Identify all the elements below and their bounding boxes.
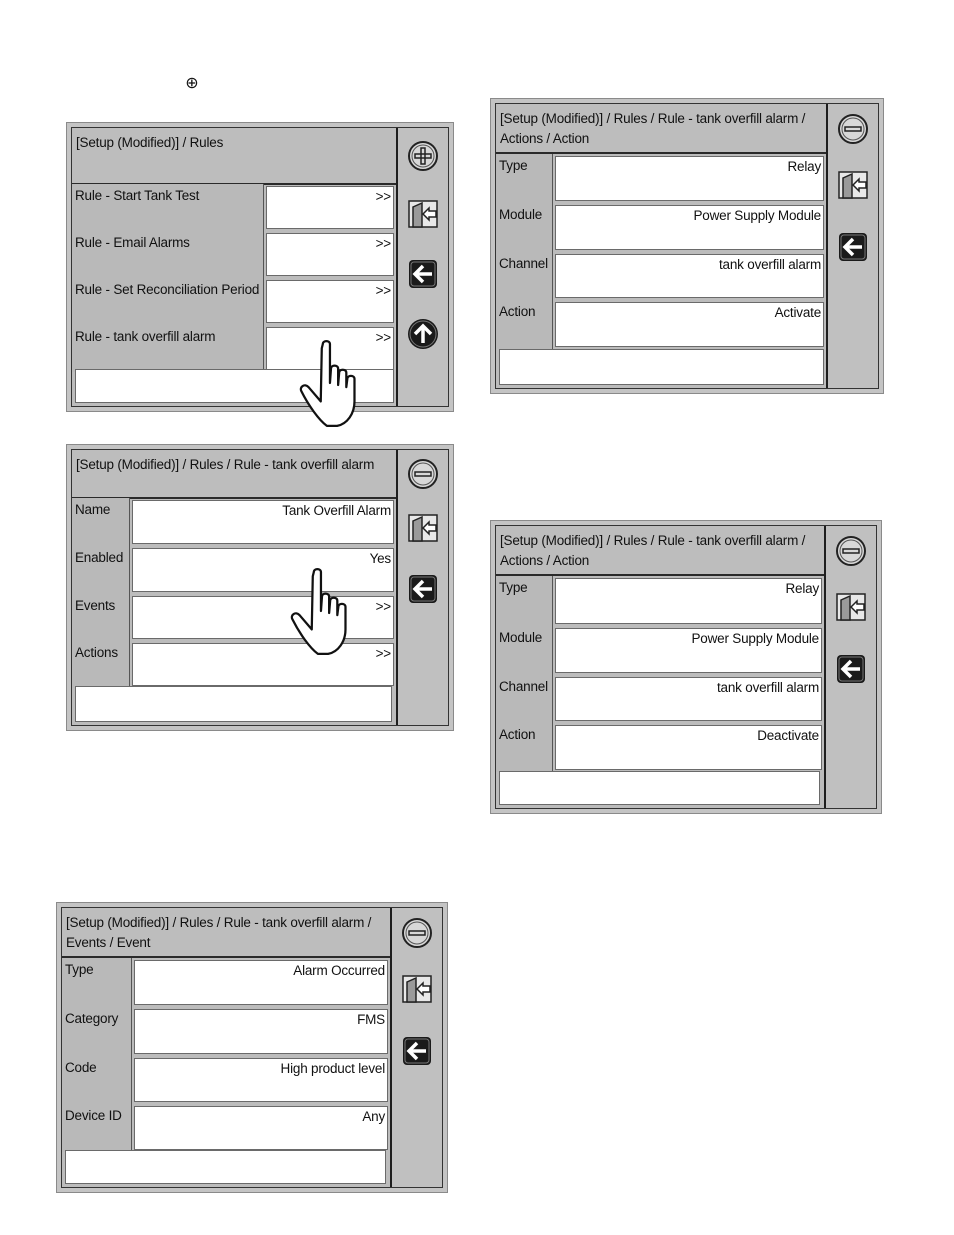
action-activate-content bbox=[496, 104, 826, 388]
page-title bbox=[496, 104, 826, 154]
up-button[interactable] bbox=[398, 304, 448, 365]
blank-button bbox=[392, 1142, 442, 1187]
field-value[interactable]: Power Supply Module bbox=[555, 205, 824, 250]
back-button[interactable] bbox=[398, 244, 448, 305]
action-activate-screen bbox=[495, 103, 879, 389]
breadcrumb: [Setup (Modified)] / Rules / Rule - tank overfill alarm / bbox=[500, 533, 806, 548]
blank-button bbox=[392, 1082, 442, 1143]
rules-screen bbox=[71, 127, 449, 407]
list-item[interactable] bbox=[496, 576, 824, 626]
blank-button bbox=[826, 762, 876, 808]
field-label: Actions bbox=[72, 641, 130, 688]
empty-row bbox=[499, 771, 820, 805]
field-label: Type bbox=[62, 958, 132, 1007]
list-item-open[interactable]: >> bbox=[266, 233, 394, 276]
field-value[interactable]: Deactivate bbox=[555, 725, 822, 770]
side-toolbar bbox=[390, 908, 442, 1187]
list-item[interactable] bbox=[496, 675, 824, 723]
list-item[interactable] bbox=[62, 958, 390, 1007]
empty-row bbox=[75, 686, 392, 722]
field-value[interactable]: tank overfill alarm bbox=[555, 677, 822, 721]
exit-button[interactable] bbox=[398, 184, 448, 245]
back-arrow-icon bbox=[836, 230, 870, 264]
remove-button[interactable] bbox=[398, 450, 448, 499]
pointing-hand-icon bbox=[287, 566, 359, 658]
field-value[interactable]: Yes bbox=[132, 548, 394, 592]
list-item-label: Rule - Set Reconciliation Period bbox=[72, 278, 264, 325]
remove-button[interactable] bbox=[828, 104, 878, 155]
field-label: Category bbox=[62, 1007, 132, 1056]
minus-circle-icon bbox=[400, 916, 434, 950]
exit-door-icon bbox=[836, 168, 870, 202]
blank-button bbox=[826, 700, 876, 763]
page-title bbox=[72, 450, 396, 499]
field-label: Channel bbox=[496, 675, 553, 723]
breadcrumb: [Setup (Modified)] / Rules / Rule - tank overfill alarm / bbox=[66, 915, 372, 930]
list-item[interactable] bbox=[62, 1056, 390, 1104]
list-item[interactable] bbox=[496, 203, 826, 252]
back-arrow-icon bbox=[400, 1034, 434, 1068]
side-toolbar bbox=[396, 450, 448, 725]
field-label: Action bbox=[496, 723, 553, 772]
breadcrumb: [Setup (Modified)] / Rules bbox=[76, 135, 224, 150]
rules-panel bbox=[66, 122, 454, 412]
blank-button bbox=[398, 364, 448, 406]
back-button[interactable] bbox=[826, 638, 876, 701]
list-item[interactable] bbox=[72, 278, 396, 325]
list-item[interactable] bbox=[62, 1104, 390, 1152]
back-arrow-icon bbox=[406, 572, 440, 606]
field-label: Enabled bbox=[72, 546, 130, 594]
list-item-open[interactable]: >> bbox=[266, 327, 394, 370]
list-item-open[interactable]: >> bbox=[266, 186, 394, 229]
side-toolbar bbox=[824, 526, 876, 808]
field-value[interactable]: Alarm Occurred bbox=[134, 960, 388, 1005]
back-button[interactable] bbox=[828, 216, 878, 279]
back-button[interactable] bbox=[398, 558, 448, 621]
list-item-label: Rule - Start Tank Test bbox=[72, 184, 264, 231]
list-item[interactable] bbox=[72, 498, 396, 546]
back-arrow-icon bbox=[834, 652, 868, 686]
remove-button[interactable] bbox=[826, 526, 876, 577]
field-value[interactable]: Power Supply Module bbox=[555, 628, 822, 673]
field-value[interactable]: Relay bbox=[555, 156, 824, 201]
up-arrow-icon bbox=[406, 317, 440, 351]
breadcrumb-line2: Events / Event bbox=[66, 935, 151, 950]
field-value[interactable]: Relay bbox=[555, 578, 822, 624]
minus-circle-icon bbox=[406, 457, 440, 491]
rule-detail-panel bbox=[66, 444, 454, 731]
field-label: Code bbox=[62, 1056, 132, 1104]
crosshair-icon: ⊕ bbox=[185, 73, 199, 92]
list-item[interactable] bbox=[72, 231, 396, 278]
list-item[interactable] bbox=[496, 626, 824, 675]
exit-button[interactable] bbox=[826, 576, 876, 639]
breadcrumb: [Setup (Modified)] / Rules / Rule - tank overfill alarm bbox=[76, 457, 375, 472]
action-deactivate-screen bbox=[495, 525, 877, 809]
field-label: Action bbox=[496, 300, 553, 349]
event-content bbox=[62, 908, 390, 1187]
action-activate-panel bbox=[490, 98, 884, 394]
blank-button bbox=[828, 340, 878, 388]
exit-door-icon bbox=[400, 972, 434, 1006]
list-item-open[interactable]: >> bbox=[266, 280, 394, 323]
exit-door-icon bbox=[406, 511, 440, 545]
minus-circle-icon bbox=[836, 112, 870, 146]
blank-button bbox=[828, 278, 878, 341]
blank-button bbox=[398, 620, 448, 681]
event-panel bbox=[56, 902, 448, 1193]
list-item-label: Rule - tank overfill alarm bbox=[72, 325, 264, 372]
list-item[interactable] bbox=[496, 723, 824, 772]
page-title bbox=[496, 526, 824, 576]
field-label: Module bbox=[496, 626, 553, 675]
field-value[interactable]: Tank Overfill Alarm bbox=[132, 500, 394, 544]
side-toolbar bbox=[396, 128, 448, 406]
empty-row bbox=[65, 1150, 386, 1184]
action-deactivate-panel bbox=[490, 520, 882, 814]
blank-button bbox=[398, 680, 448, 725]
field-value[interactable]: >> bbox=[132, 596, 394, 639]
side-toolbar bbox=[826, 104, 878, 388]
field-label: Module bbox=[496, 203, 553, 252]
list-item[interactable] bbox=[496, 300, 826, 349]
pointing-hand-icon bbox=[296, 338, 368, 430]
breadcrumb: [Setup (Modified)] / Rules / Rule - tank overfill alarm / bbox=[500, 111, 806, 126]
field-label: Name bbox=[72, 498, 130, 546]
page-title bbox=[72, 128, 396, 185]
exit-button[interactable] bbox=[392, 958, 442, 1021]
empty-row bbox=[499, 349, 824, 385]
field-value[interactable]: >> bbox=[132, 643, 394, 686]
remove-button[interactable] bbox=[392, 908, 442, 959]
field-value[interactable]: tank overfill alarm bbox=[555, 254, 824, 298]
field-label: Events bbox=[72, 594, 130, 641]
add-button[interactable] bbox=[398, 128, 448, 185]
page-title bbox=[62, 908, 390, 958]
list-item[interactable] bbox=[72, 184, 396, 231]
field-label: Type bbox=[496, 576, 553, 626]
field-value[interactable]: Any bbox=[134, 1106, 388, 1150]
list-item-label: Rule - Email Alarms bbox=[72, 231, 264, 278]
field-label: Channel bbox=[496, 252, 553, 300]
exit-door-icon bbox=[834, 590, 868, 624]
plus-circle-icon bbox=[406, 139, 440, 173]
field-label: Type bbox=[496, 154, 553, 203]
list-item[interactable] bbox=[496, 252, 826, 300]
exit-button[interactable] bbox=[398, 498, 448, 559]
list-item[interactable] bbox=[62, 1007, 390, 1056]
event-screen bbox=[61, 907, 443, 1188]
exit-door-icon bbox=[406, 197, 440, 231]
back-arrow-icon bbox=[406, 257, 440, 291]
action-deactivate-content bbox=[496, 526, 824, 808]
breadcrumb-line2: Actions / Action bbox=[500, 553, 590, 568]
rule-detail-screen bbox=[71, 449, 449, 726]
field-label: Device ID bbox=[62, 1104, 132, 1152]
field-value[interactable]: FMS bbox=[134, 1009, 388, 1054]
list-item[interactable] bbox=[496, 154, 826, 203]
field-value[interactable]: Activate bbox=[555, 302, 824, 347]
back-button[interactable] bbox=[392, 1020, 442, 1083]
field-value[interactable]: High product level bbox=[134, 1058, 388, 1102]
exit-button[interactable] bbox=[828, 154, 878, 217]
breadcrumb-line2: Actions / Action bbox=[500, 131, 590, 146]
minus-circle-icon bbox=[834, 534, 868, 568]
